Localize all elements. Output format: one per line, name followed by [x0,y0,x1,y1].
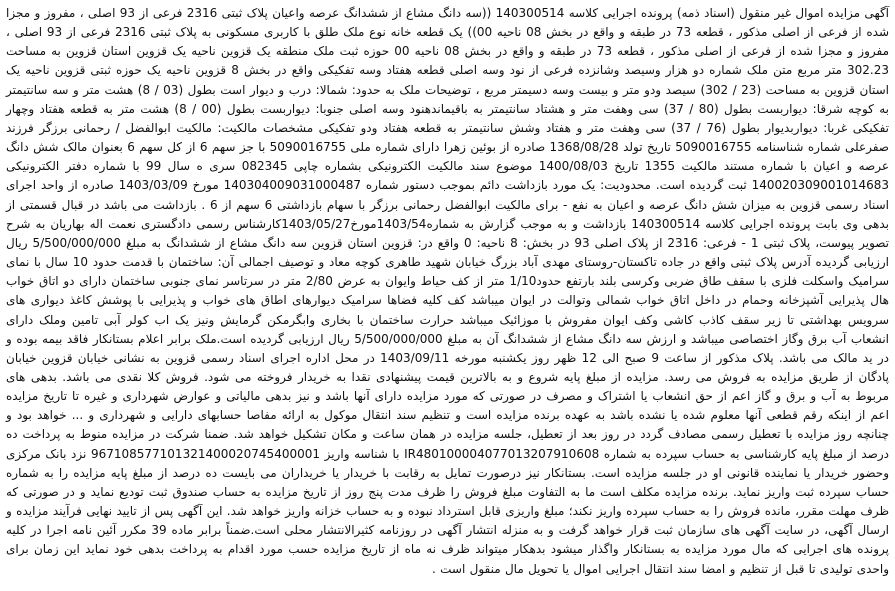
auction-notice-text: آگهی مزایده اموال غیر منقول (اسناد ذمه) پرونده اجرایی کلاسه 140300514 ((سه دانگ مشاع از ششدانگ عرصه واعیان پلاک ثبتی 2316 فرعی از 93 اصلی ، مفروز و مجزا شده از فرعی از اصلی مذکور ، قطعه 73 در طبقه و واقع در بخش 08 ناحیه 00)) یک قطعه خانه نوع ملک طلق با کاربری مسکونی به پلاک ثبتی 2316 فرعی از 93 اصلی ، مفروز و مجزا شده از فرعی از اصلی مذکور ، قطعه 73 در طبقه و واقع در بخش 08 ناحیه 00 حوزه ثبت ملک منطقه یک قزوین ناحیه یک قزوین استان قزوین به مساحت 302.23 متر مربع متن ملک شماره دو هزار وسیصد وشانزده فرعی از نود وسه اصلی قطعه هفتاد وسه تفکیکی واقع در بخش 8 قزوین ناحیه یک حوزه ثبتی قزوین ناحیه یک استان قزوین به مساحت (23 / 302) سیصد ودو متر و بیست وسه دسیمتر مربع ، توضیحات ملک به حدود: شمالا: درب و دیوار است بطول (03 / 8) هشت متر و سه سانتیمتر به کوچه شرقا: دیواربست بطول (80 / 37) سی وهفت متر و هشتاد سانتیمتر به باقیماندهنود وسه اصلی جنوبا: دیواربست بطول (00 / 8) هشت متر به قطعه هفتاد وچهار تفکیکی غربا: دیواربدیوار بطول (76 / 37) سی وهفت متر و هفتاد وشش سانتیمتر به قطعه هفتاد ودو تفکیکی مشخصات مالکیت: مالکیت ابوالفضل / رحمانی برزگر فرزند صفرعلی شماره شناسنامه 5090016755 تاریخ تولد 1368/08/28 صادره از بوئین زهرا دارای شماره ملی 5090016755 با جز سهم 6 از کل سهم 6 بعنوان مالک شش دانگ عرصه و اعیان با شماره مستند مالکیت 1355 تاریخ 1400/08/03 موضوع سند مالکیت الکترونیکی بشماره چاپی 082345 سری ه سال 99 با شماره دفتر الکترونیکی 140020309001014683 ثبت گردیده است. محدودیت: یک مورد بازداشت دائم بموجب دستور شماره 140304009031000487 مورخ 1403/03/09 صادره از واحد اجرای اسناد رسمی قزوین به میزان شش دانگ عرصه و اعیان به نفع - برای مالکیت ابوالفضل رحمانی برزگر با سهام بازداشتی 6 سهم از 6 . بازداشت می باشد در قبال قسمتی از بدهی وی بابت پرونده اجرایی کلاسه 140300514 بازداشت و به موجب گزارش به شماره1403/54مورخ1403/05/27کارشناس رسمی دادگستری نعمت اله بهاریان به شرح تصویر پیوست، پلاک ثبتی 1 - فرعی: 2316 از پلاک اصلی 93 در بخش: 8 ناحیه: 0 واقع در: قزوین استان قزوین سه دانگ مشاع از ششدانگ به مبلغ 5/500/000/000 ریال ارزیابی گردیده آدرس پلاک ثبتی واقع در جاده تاکستان-روستای مهدی آباد بزرگ خیابان شهید طاهری کوچه معاد و توصیف اجمالی آن: ساختمان با قدمت حدود 10 سال با نمای سرامیک واسکلت فلزی با سقف طاق ضربی وکرسی بلند بارتفع حدود1/10 متر از کف حیاط وایوان به عرض 2/80 متر در سرتاسر نمای جنوبی ساختمان دارای دو اتاق خواب هال پذیرایی آشپزخانه وحمام در داخل اتاق خواب شمالی وتوالت در ایوان میباشد کف کلیه فضاها سرامیک دیوارهای اطاق های خواب و پذیرایی با پوشش کاغذ دیواری های سرویس بهداشتی تا زیر سقف کاذب کاشی وکف ایوان مفروش با موزائیک میباشد حرارت ساختمان با بخاری وابگرمکن گرمایش ونیز یک اب کولر آبی تامین وملک دارای انشعاب آب برق وگاز اختصاصی میباشد و ارزش سه دانگ مشاع از ششدانگ آن به مبلغ 5/500/000/000 ریال ارزیابی گردیده است.ملک برابر اعلام بستانکار فاقد بیمه بوده و در ید مالک می باشد. پلاک مذکور از ساعت 9 صبح الی 12 ظهر روز یکشنبه مورخه 1403/09/11 در محل اداره اجرای اسناد رسمی قزوین به نشانی خیابان قزوین خیابان پادگان از طریق مزایده به فروش می رسد. مزایده از مبلغ پایه شروع و به بالاترین قیمت پیشنهادی نقدا به خریدار فروخته می شود. فروش کلا نقدی می باشد. بدهی های مربوط به آب و برق و گاز اعم از حق انشعاب یا اشتراک و مصرف در صورتی که مورد مزایده دارای آنها باشد و نیز بدهی مالیاتی و عوارض شهرداری و غیره تا تاریخ مزایده اعم از اینکه رقم قطعی آنها معلوم شده یا نشده باشد به عهده برنده مزایده است و تنظیم سند انتقال موکول به ارائه مفاصا حسابهای دارایی و شهرداری و ... خواهد بود و چنانچه روز مزایده با تعطیل رسمی مصادف گردد در روز بعد از تعطیل، جلسه مزایده در همان ساعت و مکان تشکیل خواهد شد. ضمنا شرکت در مزایده منوط به پرداخت ده درصد از مبلغ پایه کارشناسی به حساب سپرده به شماره IR480100004077013207910608 با شناسه واریز 967108577101321400020745400001 نزد بانک مرکزی وحضور خریدار یا نماینده قانونی او در جلسه مزایده است. بستانکار نیز درصورت تمایل به رقابت با خریدار یا خریداران می بایست ده درصد از مبلغ پایه مزایده را به شماره حساب سپرده ثبت واریز نماید. برنده مزایده مکلف است ما به التفاوت مبلغ فروش را ظرف مدت پنج روز از تاریخ مزایده به حساب صندوق ثبت تودیع نماید و در صورتی که ظرف مهلت مقرر، مانده فروش را به حساب سپرده واریز نکند؛ مبلغ واریزی قابل استرداد نبوده و به حساب خزانه واریز خواهد شد. این آگهی پس از تایید نهایی فرآیند مزایده و ارسال آگهی، در سایت آگهی های سازمان ثبت قرار خواهد گرفت و به منزله انتشار آگهی در روزنامه کثیرالانتشار محلی است.ضمناً برابر ماده 39 مکرر آئین نامه اجرا در کلیه پرونده های اجرایی که مال مورد مزایده به بستانکار واگذار میشود بدهکار میتواند ظرف نه ماه از تاریخ مزایده حسب مورد اقدام به پرداخت بدهی خود نماید این زمان برای واحدی تولیدی تا قبل از تنظیم و امضا سند انتقال اجرایی اموال یا تحویل مال منقول است . [6,6,890,576]
